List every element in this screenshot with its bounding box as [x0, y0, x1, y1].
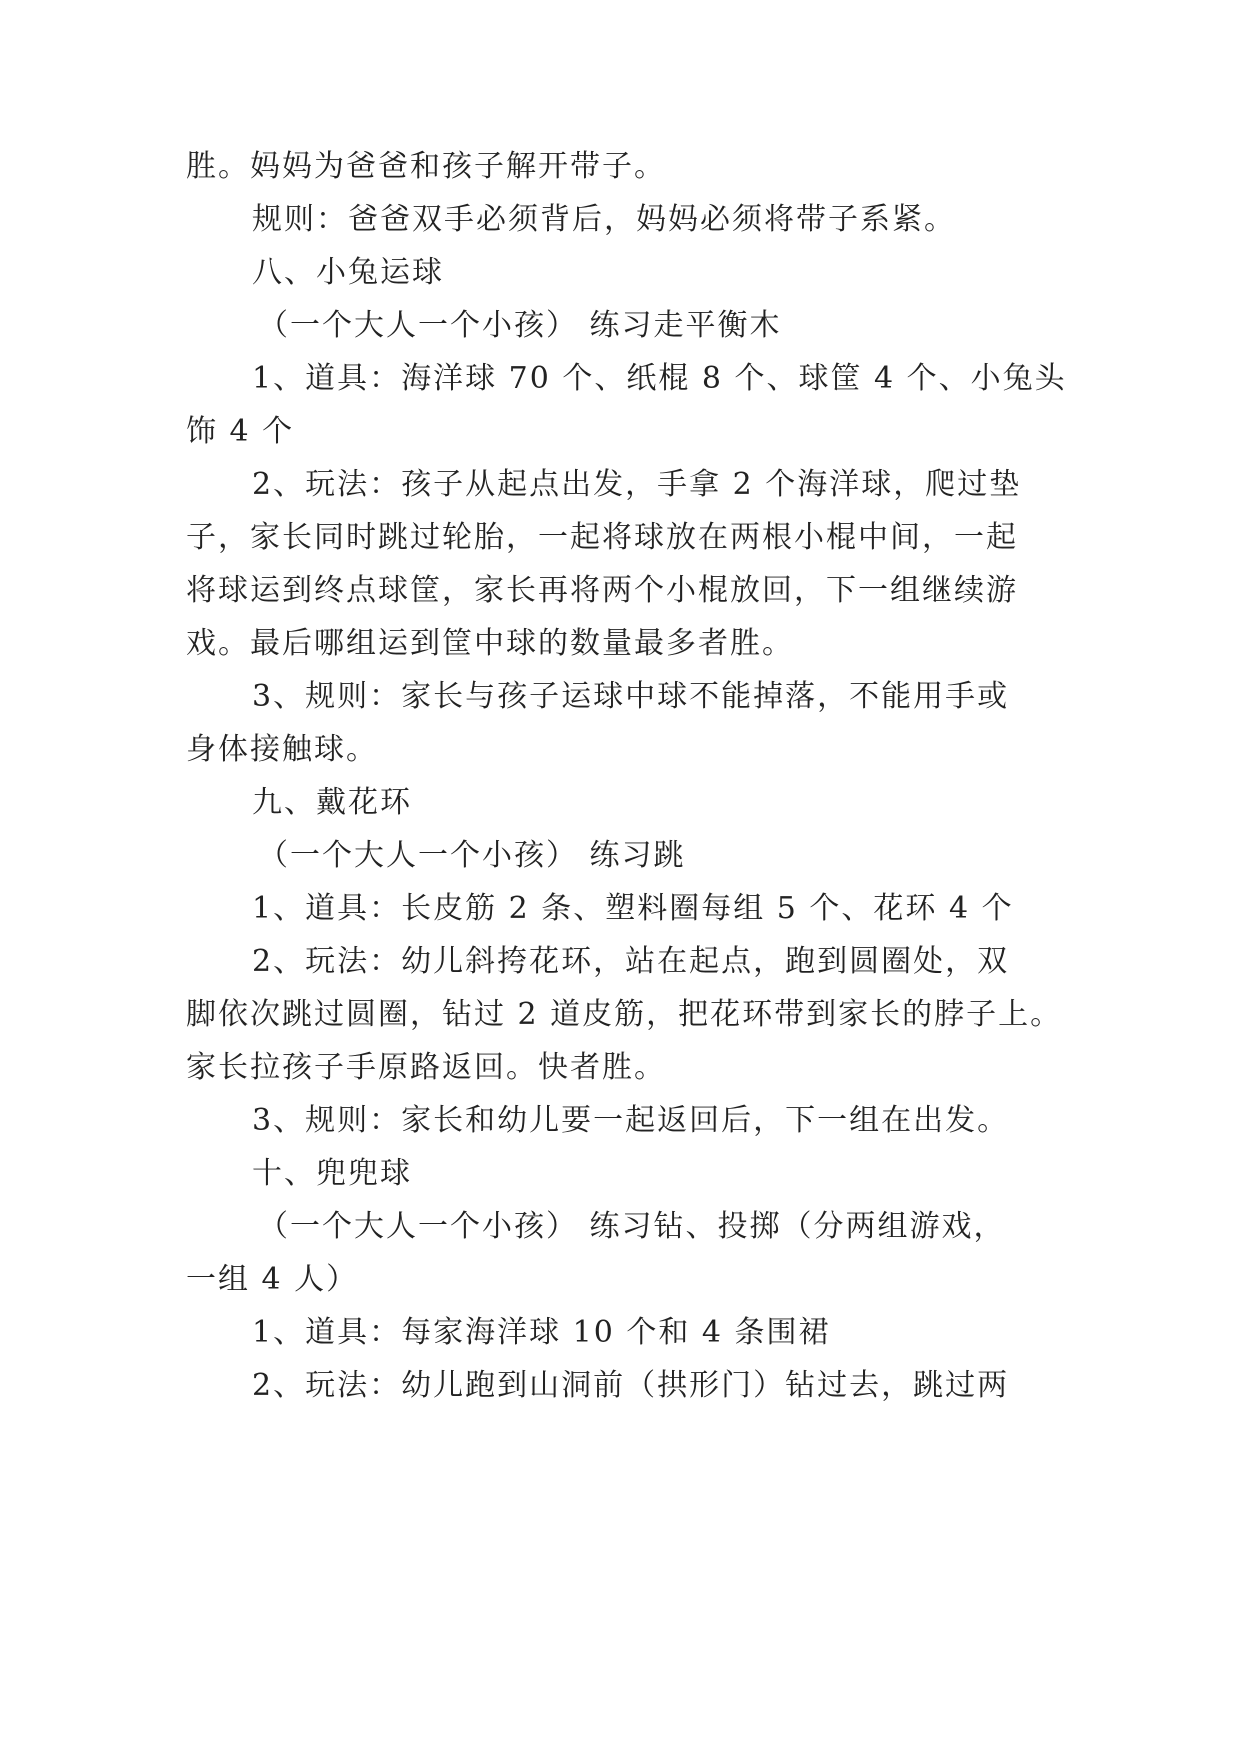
- text-line: 戏。最后哪组运到筐中球的数量最多者胜。: [186, 626, 794, 661]
- text-line: 胜。妈妈为爸爸和孩子解开带子。: [186, 149, 666, 184]
- text-line: 脚依次跳过圆圈，钻过 2 道皮筋，把花环带到家长的脖子上。: [186, 997, 1063, 1032]
- text-line: 家长拉孩子手原路返回。快者胜。: [186, 1050, 666, 1085]
- text-line: （一个大人一个小孩） 练习走平衡木: [258, 308, 782, 343]
- text-line: 3、规则：家长与孩子运球中球不能掉落，不能用手或: [252, 679, 1010, 714]
- text-line: 规则：爸爸双手必须背后，妈妈必须将带子系紧。: [252, 202, 956, 237]
- text-line: （一个大人一个小孩） 练习跳: [258, 838, 686, 873]
- text-line: 2、玩法：幼儿斜挎花环，站在起点，跑到圆圈处，双: [252, 944, 1010, 979]
- section-heading: 十、兜兜球: [252, 1156, 412, 1191]
- text-line: 一组 4 人）: [186, 1262, 359, 1297]
- text-line: 2、玩法：幼儿跑到山洞前（拱形门）钻过去，跳过两: [252, 1368, 1010, 1403]
- text-line: 子，家长同时跳过轮胎，一起将球放在两根小棍中间，一起: [186, 520, 1018, 555]
- section-heading: 八、小兔运球: [252, 255, 444, 290]
- section-heading: 九、戴花环: [252, 785, 412, 820]
- text-line: 将球运到终点球筐，家长再将两个小棍放回，下一组继续游: [186, 573, 1018, 608]
- text-line: 1、道具：长皮筋 2 条、塑料圈每组 5 个、花环 4 个: [252, 891, 1014, 926]
- text-line: 1、道具：每家海洋球 10 个和 4 条围裙: [252, 1315, 831, 1350]
- text-line: 身体接触球。: [186, 732, 378, 767]
- text-line: 2、玩法：孩子从起点出发，手拿 2 个海洋球，爬过垫: [252, 467, 1022, 502]
- text-line: 1、道具：海洋球 70 个、纸棍 8 个、球筐 4 个、小兔头: [252, 361, 1067, 396]
- text-line: （一个大人一个小孩） 练习钻、投掷（分两组游戏，: [258, 1209, 1006, 1244]
- text-line: 3、规则：家长和幼儿要一起返回后，下一组在出发。: [252, 1103, 1010, 1138]
- text-line: 饰 4 个: [186, 414, 295, 449]
